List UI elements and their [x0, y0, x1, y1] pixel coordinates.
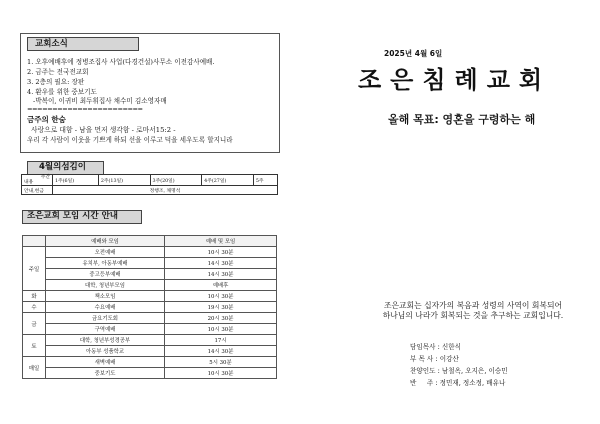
- schedule-row: [23, 324, 277, 335]
- schedule-time: 19시 30분: [165, 302, 277, 313]
- schedule-row: [23, 346, 277, 357]
- schedule-header-row: [23, 236, 277, 247]
- schedule-time: 10시 30분: [165, 368, 277, 379]
- verse-line-2: 우리 각 사람이 이웃을 기쁘게 하되 선을 이루고 덕을 세우도록 할지니라: [27, 136, 233, 144]
- schedule-header-time: 예배 및 모임: [165, 236, 277, 247]
- schedule-time: 10시 30분: [165, 291, 277, 302]
- schedule-time: 10시 30분: [165, 324, 277, 335]
- schedule-row: [23, 357, 277, 368]
- corner-content-label: 내용: [24, 180, 34, 185]
- schedule-day: 주일: [23, 247, 46, 291]
- schedule-time: 예배후: [165, 280, 277, 291]
- schedule-time: 14시 30분: [165, 346, 277, 357]
- staff-worship: 찬양인도 : 남철옥, 오지은, 이승민: [410, 367, 508, 375]
- news-item-5: -박복이, 이귀비 최두휘집사 채수미 김소영자매: [33, 97, 167, 105]
- schedule-row: [23, 368, 277, 379]
- schedule-row: [23, 335, 277, 346]
- schedule-time: 17시: [165, 335, 277, 346]
- staff-associate: 부 목 사 : 이강산: [410, 355, 459, 363]
- schedule-row: [23, 313, 277, 324]
- dedication-corner-cell: [22, 175, 53, 186]
- news-item-4: 4. 환우를 위한 중보기도: [27, 88, 97, 96]
- schedule-name: 아동부 성품학교: [46, 346, 165, 357]
- schedule-header-day: [23, 236, 46, 247]
- schedule-row: [23, 302, 277, 313]
- slogan-line-2: 하나님의 나라가 회복되는 것을 추구하는 교회입니다.: [382, 311, 564, 320]
- schedule-day: 매일: [23, 357, 46, 379]
- usher-names: 정행조, 채명석: [53, 186, 278, 195]
- verse-line-1: 사랑으로 대함 - 남을 먼저 생각함 - 로마서15:2 -: [31, 126, 176, 134]
- schedule-name: 구역예배: [46, 324, 165, 335]
- news-title: 교회소식: [35, 39, 68, 49]
- schedule-row: [23, 291, 277, 302]
- bulletin-date: 2025년 4월 6일: [384, 49, 443, 58]
- verse-title: 금주의 한숨: [27, 115, 66, 124]
- schedule-time: 10시 30분: [165, 247, 277, 258]
- week-5: 5주: [253, 175, 277, 186]
- staff-accompanist: 반 주 : 정민재, 정소정, 배유나: [410, 379, 506, 387]
- schedule-name: 중보기도: [46, 368, 165, 379]
- dedication-week-row: [22, 175, 278, 186]
- dedication-table: [21, 174, 278, 195]
- dedication-usher-row: [22, 186, 278, 195]
- schedule-row: [23, 269, 277, 280]
- schedule-row: [23, 280, 277, 291]
- schedule-name: 유치부, 아동부예배: [46, 258, 165, 269]
- schedule-name: 대학, 청년부모임: [46, 280, 165, 291]
- schedule-name: 새벽예배: [46, 357, 165, 368]
- week-1: 1주(6일): [53, 175, 99, 186]
- corner-week-label: 주간: [40, 175, 50, 180]
- schedule-name: 대학, 청년부성경공부: [46, 335, 165, 346]
- schedule-day: 화: [23, 291, 46, 302]
- schedule-name: 중고등부예배: [46, 269, 165, 280]
- schedule-day: 수: [23, 302, 46, 313]
- schedule-row: [23, 258, 277, 269]
- staff-pastor: 담임목사 : 신한식: [410, 343, 462, 351]
- week-2: 2주(13일): [98, 175, 150, 186]
- year-goal: 올해 목표: 영혼을 구령하는 해: [388, 113, 536, 126]
- schedule-time: 5시 30분: [165, 357, 277, 368]
- schedule-time: 20시 30분: [165, 313, 277, 324]
- schedule-day: 금: [23, 313, 46, 335]
- church-name: 조은침례교회: [358, 66, 552, 94]
- schedule-time: 14시 30분: [165, 269, 277, 280]
- dedication-title: 4월의섬김이: [39, 162, 86, 172]
- schedule-name: 오전예배: [46, 247, 165, 258]
- week-4: 4주(27일): [202, 175, 254, 186]
- usher-label: 안내,헌금: [22, 186, 53, 195]
- schedule-table: [22, 235, 277, 379]
- schedule-day: 토: [23, 335, 46, 357]
- schedule-title: 조은교회 모임 시간 안내: [27, 211, 118, 221]
- slogan-line-1: 조은교회는 십자가의 복음과 성령의 사역이 회복되어: [383, 301, 563, 310]
- schedule-row: [23, 247, 277, 258]
- church-slogan: [354, 301, 592, 321]
- schedule-time: 14시 30분: [165, 258, 277, 269]
- news-separator: =======================: [27, 105, 143, 113]
- news-item-2: 2. 금주는 전국전교회: [27, 68, 89, 76]
- news-item-3: 3. 2층의 필요: 장판: [27, 78, 85, 86]
- church-news-box: [20, 33, 280, 153]
- week-3: 3주(20일): [150, 175, 202, 186]
- news-item-1: 1. 오후예배후에 정병조집사 사업(다경건설)사무소 이전감사예배.: [27, 58, 215, 66]
- schedule-name: 금요기도회: [46, 313, 165, 324]
- schedule-header-name: 예배와 모임: [46, 236, 165, 247]
- schedule-name: 책소모임: [46, 291, 165, 302]
- schedule-name: 수요예배: [46, 302, 165, 313]
